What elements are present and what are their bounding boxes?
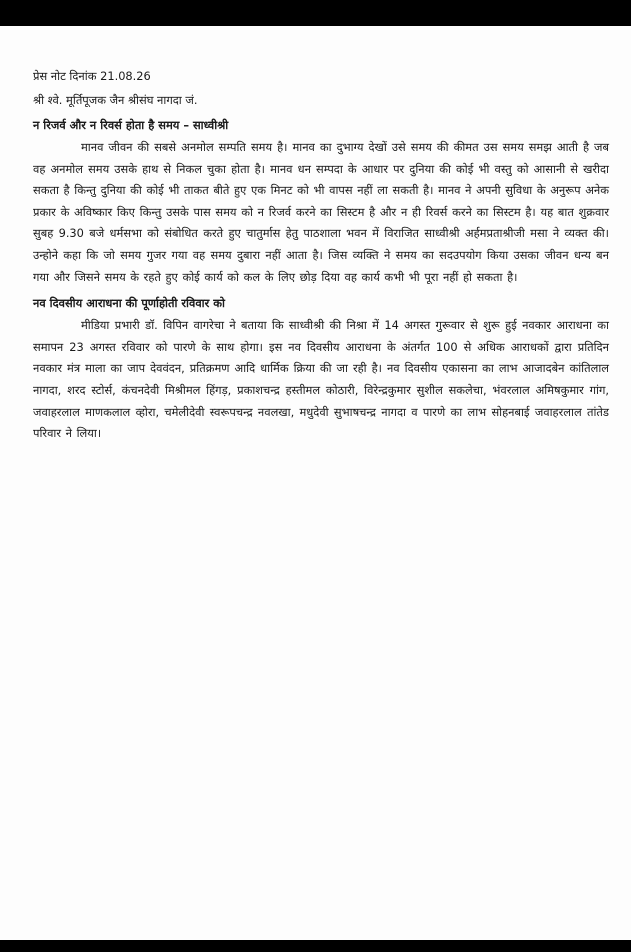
section1-heading: न रिजर्व और न रिवर्स होता है समय – साध्वीश्री [33,118,229,132]
organization-line: श्री श्वे. मूर्तिपूजक जैन श्रीसंघ नागदा जं. [33,93,198,107]
bottom-black-bar [0,940,631,952]
press-note-date: प्रेस नोट दिनांक 21.08.26 [33,69,151,83]
document-content [33,64,609,445]
document-page [0,26,631,940]
section1-paragraph: मानव जीवन की सबसे अनमोल सम्पति समय है। मानव का दुभाग्य देखों उसे समय की कीमत उस समय समझ आती है जब वह अनमोल समय उसके हाथ से निकल चुका होता है। मानव धन सम्पदा के आधार पर दुनिया की कोई भी वस्तु को आसानी से खरीदा सकता है किन्तु दुनिया की कोई भी ताकत बीते हुए एक मिनट को भी वापस नहीं ला सकती है। मानव ने अपनी सुविधा के अनुरूप अनेक प्रकार के अविष्कार किए किन्तु उसके पास समय को न रिजर्व करने का सिस्टम है और न ही रिवर्स करने का सिस्टम है। यह बात शुक्रवार सुबह 9.30 बजे धर्मसभा को संबोधित करते हुए चातुर्मास हेतु पाठशाला भवन में विराजित साध्वीश्री अर्हमप्रताश्रीजी मसा ने व्यक्त की। उन्होने कहा कि जो समय गुजर गया वह समय दुबारा नहीं आता है। जिस व्यक्ति ने समय का सदउपयोग किया उसका जीवन धन्य बन गया और जिसने समय के रहते हुए कोई कार्य को कल के लिए छोड़ दिया वह कार्य कभी भी पूरा नहीं हो सकता है। [33,140,609,284]
section2-heading: नव दिवसीय आराधना की पूर्णाहोती रविवार को [33,296,225,311]
top-black-bar [0,0,631,26]
section2-paragraph: मीडिया प्रभारी डॉ. विपिन वागरेचा ने बताया कि साध्वीश्री की निश्रा में 14 अगस्त गुरूवार से शुरू हुई नवकार आराधना का समापन 23 अगस्त रविवार को पारणे के साथ होगा। इस नव दिवसीय आराधना के अंतर्गत 100 से अधिक आराधकों द्वारा प्रतिदिन नवकार मंत्र माला का जाप देववंदन, प्रतिक्रमण आदि धार्मिक क्रिया की जा रही है। नव दिवसीय एकासना का लाभ आजादबेन कांतिलाल नागदा, शरद स्टोर्स, कंचनदेवी मिश्रीमल हिंगड़, प्रकाशचन्द्र हस्तीमल कोठारी, विरेन्द्रकुमार सुशील सकलेचा, भंवरलाल अमिषकुमार गांग, जवाहरलाल माणकलाल व्होरा, चमेलीदेवी स्वरूपचन्द्र नवलखा, मधुदेवी सुभाषचन्द्र नागदा व पारणे का लाभ सोहनबाई जवाहरलाल तांतेड परिवार ने लिया। [33,318,609,441]
